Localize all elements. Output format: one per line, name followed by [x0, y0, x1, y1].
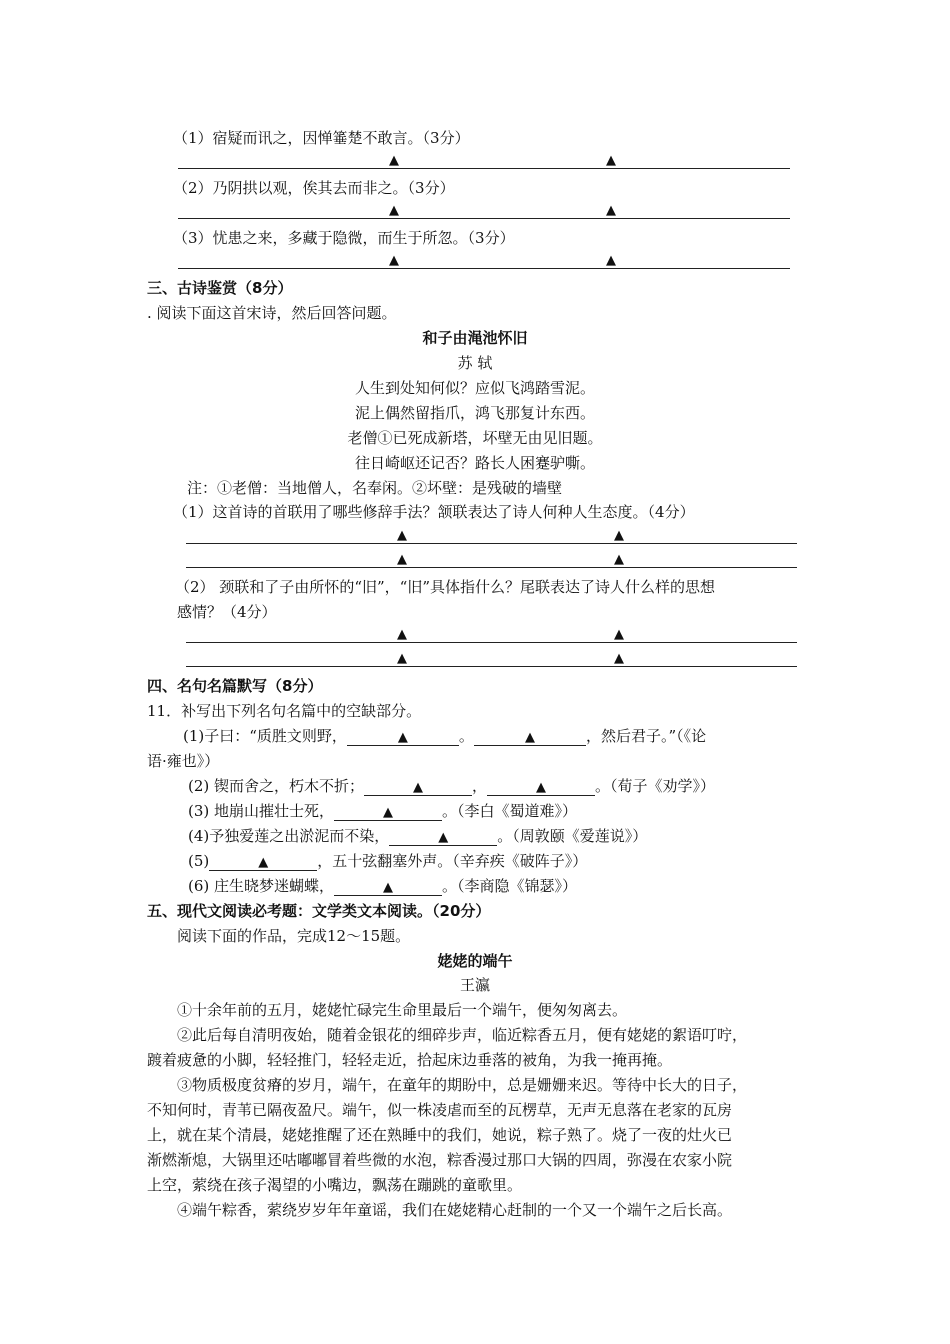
- item-text: ，五十弦翻塞外声。（辛弃疾《破阵子》）: [317, 852, 588, 870]
- recitation-item-1-cont: 语·雍也》）: [147, 752, 220, 770]
- fill-blank[interactable]: ▲: [334, 806, 442, 821]
- triangle-icon: ▲: [389, 203, 399, 218]
- recitation-item-6: [188, 875, 577, 896]
- triangle-icon: ▲: [614, 528, 624, 543]
- recitation-item-2: [188, 775, 715, 796]
- fill-blank[interactable]: ▲: [487, 781, 595, 796]
- poetry-question-1: （1）这首诗的首联用了哪些修辞手法？颔联表达了诗人何种人生态度。（4分）: [173, 503, 695, 521]
- poem-note: 注：①老僧：当地僧人，名奉闲。②坏壁：是残破的墙壁: [187, 479, 563, 497]
- item-text: 。（荀子《劝学》）: [595, 777, 716, 795]
- triangle-icon: ▲: [397, 528, 407, 543]
- article-paragraph-4: ④端午粽香，萦绕岁岁年年童谣，我们在姥姥精心赶制的一个又一个端午之后长高。: [177, 1201, 733, 1219]
- article-paragraph-2: ②此后每自清明夜始，随着金银花的细碎步声，临近粽香五月，便有姥姥的絮语叮咛，: [177, 1026, 748, 1044]
- poem-author: 苏 轼: [457, 354, 493, 372]
- poem-line: 人生到处知何似？应似飞鸿踏雪泥。: [354, 379, 595, 397]
- article-paragraph-3-cont: 上空，萦绕在孩子渴望的小嘴边，飘荡在蹦跳的童歌里。: [147, 1176, 523, 1194]
- fill-blank[interactable]: ▲: [209, 856, 317, 871]
- triangle-icon: ▲: [614, 552, 624, 567]
- item-text: ，: [472, 777, 488, 795]
- poem-title: 和子由渑池怀旧: [422, 329, 528, 347]
- poem-line: 往日崎岖还记否？路长人困蹇驴嘶。: [354, 454, 595, 472]
- item-text: (4)予独爱莲之出淤泥而不染，: [188, 827, 390, 845]
- fill-blank[interactable]: ▲: [389, 831, 497, 846]
- answer-line[interactable]: [178, 268, 790, 269]
- section-intro: 阅读下面的作品，完成12～15题。: [177, 927, 411, 945]
- recitation-item-5: [188, 850, 587, 871]
- recitation-item-3: [188, 800, 577, 821]
- item-text: ，然后君子。”（《论: [585, 727, 707, 745]
- translation-question-2: （2）乃阴拱以观，俟其去而非之。（3分）: [173, 179, 455, 197]
- recitation-item-4: [188, 825, 647, 846]
- article-author: 王瀛: [459, 976, 490, 994]
- triangle-icon: ▲: [397, 627, 407, 642]
- item-text: (1)子曰：“质胜文则野，: [183, 727, 347, 745]
- item-text: (6) 庄生晓梦迷蝴蝶，: [188, 877, 335, 895]
- answer-line[interactable]: [186, 642, 797, 643]
- answer-line[interactable]: [178, 218, 790, 219]
- triangle-icon: ▲: [614, 651, 624, 666]
- item-text: (2) 锲而舍之，朽木不折；: [188, 777, 365, 795]
- article-paragraph-2-cont: 踱着疲惫的小脚，轻轻推门，轻轻走近，拾起床边垂落的被角，为我一掩再掩。: [147, 1051, 673, 1069]
- section-intro: 11．补写出下列名句名篇中的空缺部分。: [147, 702, 422, 720]
- fill-blank[interactable]: ▲: [474, 731, 586, 746]
- article-paragraph-3-cont: 不知何时，青苇已隔夜盈尺。端午，似一株凌虐而至的瓦楞草，无声无息落在老家的瓦房: [147, 1101, 733, 1119]
- triangle-icon: ▲: [606, 153, 616, 168]
- answer-line[interactable]: [186, 567, 797, 568]
- triangle-icon: ▲: [606, 203, 616, 218]
- triangle-icon: ▲: [606, 253, 616, 268]
- poetry-question-2-cont: 感情？（4分）: [177, 603, 277, 621]
- poem-line: 老僧①已死成新塔，坏壁无由见旧题。: [347, 429, 603, 447]
- answer-line[interactable]: [178, 168, 790, 169]
- triangle-icon: ▲: [397, 552, 407, 567]
- answer-line[interactable]: [186, 666, 797, 667]
- item-text: 。: [458, 727, 474, 745]
- triangle-icon: ▲: [397, 651, 407, 666]
- section-heading-poetry: 三、古诗鉴赏（8分）: [147, 279, 293, 297]
- triangle-icon: ▲: [389, 253, 399, 268]
- triangle-icon: ▲: [614, 627, 624, 642]
- article-paragraph-3-cont: 渐燃渐熄，大锅里还咕嘟嘟冒着些微的水泡，粽香漫过那口大锅的四周，弥漫在农家小院: [147, 1151, 733, 1169]
- article-paragraph-3-cont: 上，就在某个清晨，姥姥推醒了还在熟睡中的我们，她说，粽子熟了。烧了一夜的灶火已: [147, 1126, 733, 1144]
- poem-line: 泥上偶然留指爪，鸿飞那复计东西。: [354, 404, 595, 422]
- item-text: (3) 地崩山摧壮士死，: [188, 802, 335, 820]
- article-title: 姥姥的端午: [437, 952, 513, 970]
- section-heading-reading: 五、现代文阅读必考题：文学类文本阅读。（20分）: [147, 902, 491, 920]
- fill-blank[interactable]: ▲: [334, 881, 442, 896]
- translation-question-1: （1）宿疑而讯之，因惮箠楚不敢言。（3分）: [173, 129, 470, 147]
- fill-blank[interactable]: ▲: [364, 781, 472, 796]
- article-paragraph-3: ③物质极度贫瘠的岁月，端午，在童年的期盼中，总是姗姗来迟。等待中长大的日子，: [177, 1076, 748, 1094]
- item-text: 。（李商隐《锦瑟》）: [442, 877, 578, 895]
- section-intro: . 阅读下面这首宋诗，然后回答问题。: [147, 304, 397, 322]
- poetry-question-2: （2） 颈联和了子由所怀的“旧”，“旧”具体指什么？尾联表达了诗人什么样的思想: [175, 578, 715, 596]
- item-text: (5): [188, 852, 210, 870]
- answer-line[interactable]: [186, 543, 797, 544]
- triangle-icon: ▲: [389, 153, 399, 168]
- section-heading-recitation: 四、名句名篇默写（8分）: [147, 677, 323, 695]
- item-text: 。（周敦颐《爱莲说》）: [497, 827, 648, 845]
- translation-question-3: （3）忧患之来，多藏于隐微，而生于所忽。（3分）: [173, 229, 515, 247]
- item-text: 。（李白《蜀道难》）: [442, 802, 578, 820]
- fill-blank[interactable]: ▲: [347, 731, 459, 746]
- article-paragraph-1: ①十余年前的五月，姥姥忙碌完生命里最后一个端午，便匆匆离去。: [177, 1001, 628, 1019]
- recitation-item-1: [183, 725, 706, 746]
